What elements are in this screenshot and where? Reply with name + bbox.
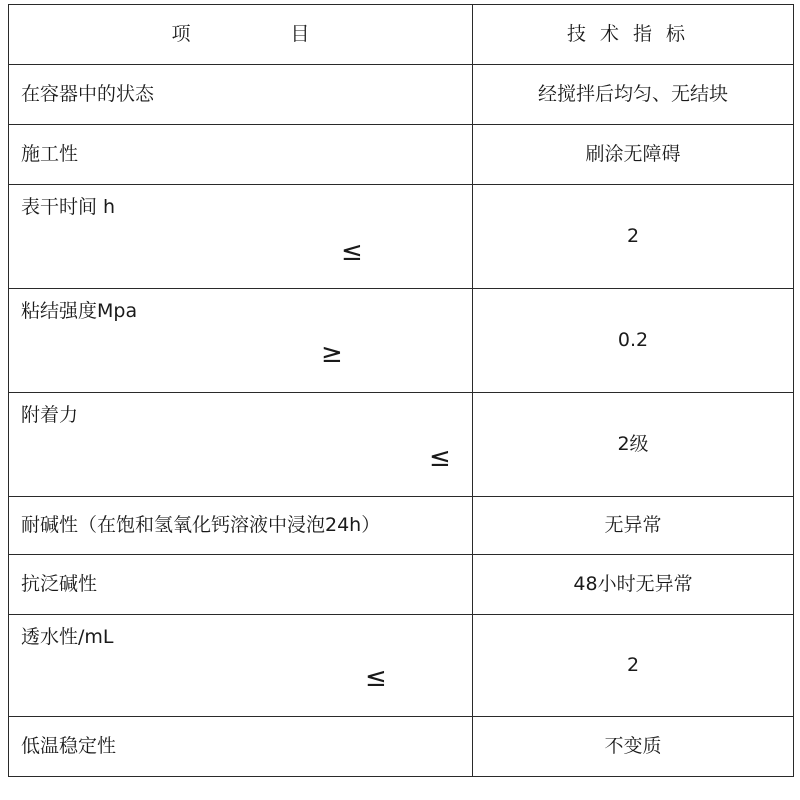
table-row [9, 555, 794, 615]
item-label: 粘结强度Mpa [21, 300, 138, 322]
item-cell: 低温稳定性 [9, 717, 473, 777]
value-cell: 不变质 [473, 717, 794, 777]
item-cell [9, 393, 473, 497]
table-row [9, 65, 794, 125]
item-label: 附着力 [21, 404, 79, 426]
item-cell: 施工性 [9, 125, 473, 185]
value-cell: 2级 [473, 393, 794, 497]
table-row [9, 289, 794, 393]
comparison-symbol: ≥ [321, 339, 343, 369]
comparison-symbol: ≤ [429, 443, 451, 473]
header-row [9, 5, 794, 65]
table-row [9, 125, 794, 185]
value-cell: 经搅拌后均匀、无结块 [473, 65, 794, 125]
table-row [9, 393, 794, 497]
header-item [9, 5, 473, 65]
value-cell: 48小时无异常 [473, 555, 794, 615]
item-label: 表干时间 h [21, 196, 116, 218]
table-row [9, 185, 794, 289]
value-cell: 无异常 [473, 497, 794, 555]
table-row [9, 717, 794, 777]
header-item-left: 项 [171, 23, 191, 46]
spec-table [8, 4, 794, 777]
header-value: 技术指标 [473, 5, 794, 65]
value-cell: 0.2 [473, 289, 794, 393]
item-cell: 在容器中的状态 [9, 65, 473, 125]
item-cell: 抗泛碱性 [9, 555, 473, 615]
item-cell [9, 615, 473, 717]
value-cell: 2 [473, 185, 794, 289]
table-row [9, 615, 794, 717]
value-cell: 2 [473, 615, 794, 717]
comparison-symbol: ≤ [341, 237, 363, 267]
item-cell [9, 289, 473, 393]
header-item-right: 目 [290, 23, 310, 46]
table-row [9, 497, 794, 555]
comparison-symbol: ≤ [365, 663, 387, 693]
item-cell [9, 185, 473, 289]
value-cell: 刷涂无障碍 [473, 125, 794, 185]
item-cell: 耐碱性（在饱和氢氧化钙溶液中浸泡24h） [9, 497, 473, 555]
item-label: 透水性/mL [21, 626, 114, 648]
